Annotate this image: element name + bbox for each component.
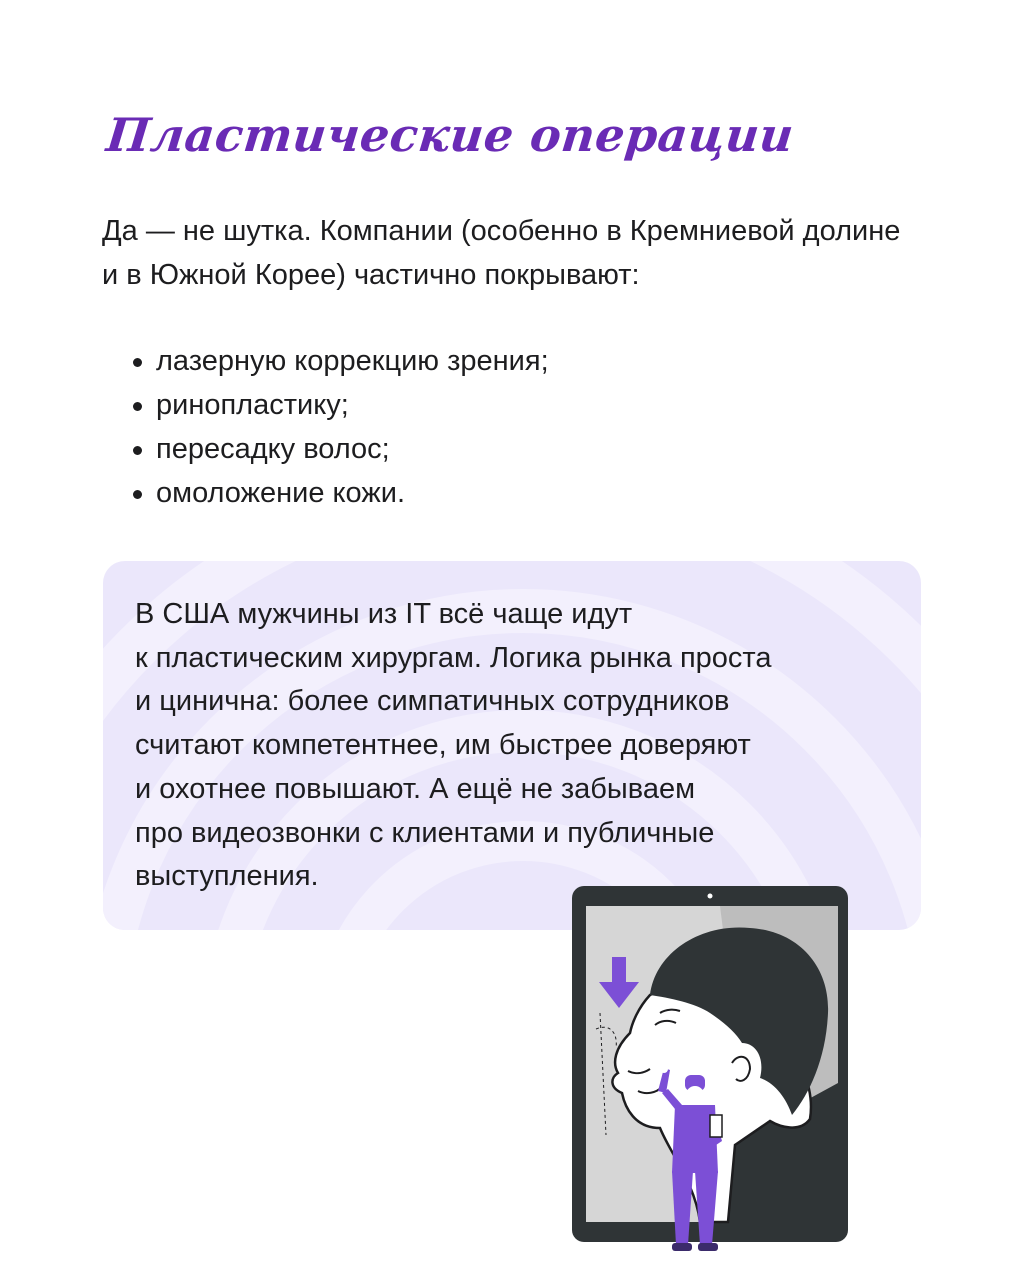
list-item: лазерную коррекцию зрения; <box>104 339 549 383</box>
quote-text: В США мужчины из IT всё чаще идут к пластическим хирургам. Логика рынка проста и цинична: более симпатичных сотрудников считают компетентнее, им быстрее доверяют и охотнее повышают. А ещё не забываем про видеозвонки с клиентами и публичные выступления. <box>135 598 772 893</box>
quote-card <box>103 561 921 930</box>
intro-paragraph: Да — не шутка. Компании (особенно в Кремниевой долине и в Южной Корее) частично покрывают: <box>102 215 901 291</box>
procedure-list <box>104 339 549 515</box>
list-item: пересадку волос; <box>104 427 549 471</box>
plastic-surgery-illustration <box>560 883 860 1263</box>
list-item: омоложение кожи. <box>104 471 549 515</box>
page-title: Пластические операции <box>104 108 797 162</box>
list-item: ринопластику; <box>104 383 549 427</box>
